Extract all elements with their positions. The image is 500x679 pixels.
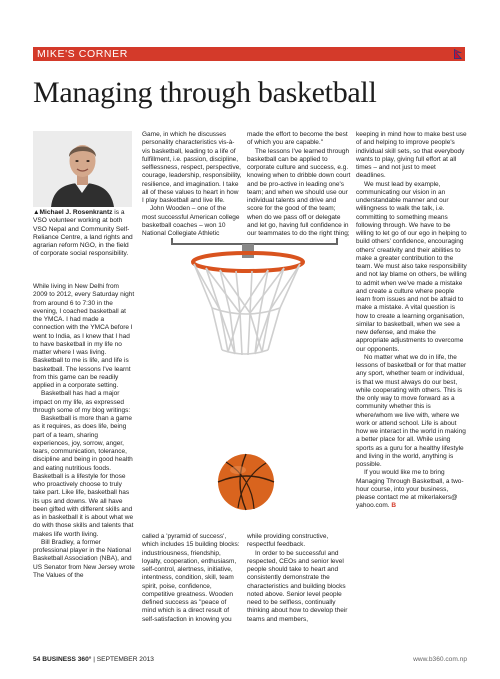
contact-text: If you would like me to bring Managing Through Basketball, a two-hour course, into your business, please contact me at mikerlakers@ yahoo.com. bbox=[356, 469, 464, 510]
text-column-2-lower bbox=[142, 533, 242, 624]
author-caption bbox=[33, 209, 134, 259]
paragraph: The lessons I've learned through basketball can be applied to corporate culture and success, e.g. knowing when to dribble down court and be pro-active in leading one's team; and when we should use our individual talents and drive and score for the good of the team; when do we pass off or delegate and let go, having full confidence in our teammates to do the right thing; bbox=[247, 147, 351, 237]
author-photo bbox=[33, 131, 132, 207]
paragraph: Game, in which he discusses personality characteristics vis-à-vis basketball, leading to a life of fulfillment, i.e. passion, discipline, selflessness, respect, perspective, courage, leadership, responsibility, resilience, and imagination. I take all of these values to heart in how I play basketball and live life. bbox=[142, 131, 242, 204]
issue-date: SEPTEMBER 2013 bbox=[96, 656, 154, 663]
paragraph: while providing constructive, respectful feedback. bbox=[247, 533, 329, 549]
paragraph: We must lead by example, communicating our vision in an understandable manner and our willingness to walk the talk, i.e. committing to something means following through. We have to be willing to let go of our ego in helping to build others' confidence, encouraging others' creativity and their abilities to make a greater contribution to the team. We must also take responsibility and not lay blame on others, be willing to admit when we've made a mistake and create a culture where people learn from issues and not be afraid to make a mistake. A vital question is how to create a learning organisation, similar to basketball, when we see a new defense, and make the appropriate adjustments to overcome our opponents. bbox=[356, 180, 467, 353]
paragraph: made the effort to become the best of which you are capable." bbox=[247, 131, 348, 147]
author-name: Michael J. Rosenkrantz bbox=[39, 209, 113, 216]
paragraph: called a 'pyramid of success', which includes 15 building blocks: industriousness, friendship, loyalty, cooperation, enthusiasm, self-control, alertness, initiative, intentness, condition, skill, team spirit, poise, confidence, competitive greatness. Wooden defined success as "peace of mind which is a direct result of self-satisfaction in knowing you bbox=[142, 533, 240, 623]
section-banner bbox=[33, 47, 465, 61]
page-number: 54 bbox=[33, 656, 41, 663]
basketball-hoop-illustration bbox=[142, 238, 352, 530]
paragraph: In order to be successful and respected, CEOs and senior level people should take to heart and consistently demonstrate the characteristics and building blocks noted above. Senior level people need to be selfless, continually thinking about how to develop their teams and members, bbox=[247, 549, 348, 623]
footer-separator: | bbox=[93, 656, 95, 663]
paragraph: keeping in mind how to make best use of and helping to improve people's individual skill sets, so that everybody wants to play, giving full effort at all times – and not just to meet deadlines. bbox=[356, 131, 467, 180]
caption-arrow-icon: ▲ bbox=[33, 209, 40, 216]
paragraph: John Wooden – one of the most successful American college basketball coaches – won 10 National Collegiate Athletic bbox=[142, 205, 240, 237]
text-column-3-lower bbox=[247, 533, 351, 624]
site-url[interactable]: www.b360.com.np bbox=[413, 656, 467, 663]
text-column-4 bbox=[356, 131, 467, 511]
page-footer bbox=[33, 656, 467, 663]
nepal-flag-icon bbox=[454, 49, 462, 59]
paragraph: Basketball has had a major impact on my life, as expressed through some of my blog writings: bbox=[33, 390, 131, 414]
end-mark: B bbox=[391, 502, 397, 510]
paragraph: No matter what we do in life, the lessons of basketball or for that matter any sport, whether team or individual, is that we must always do our best, while cooperating with others. This is the only way to move forward as a community whether this is where/whom we live with, where we work or attend school. Life is about how we interact in the world in making a better place for all. While using sports as a guru for a healthy lifestyle and living in the world, anything is possible. bbox=[356, 353, 467, 468]
paragraph: Basketball is more than a game as it requires, as does life, being part of a team, sharing experiences, joy, sorrow, anger, tears, communication, tolerance, discipline and being in good health and eating nutritious foods. Basketball is a lifestyle for those who proactively choose to truly take part. Like life, basketball has its ups and downs. We all have been gifted with different skills and as in basketball it is about what we do with those skills and talents that makes life worth living. bbox=[33, 415, 134, 538]
magazine-name: BUSINESS 360° bbox=[42, 656, 92, 663]
paragraph: Bill Bradley, a former professional player in the National Basketball Association (NBA), and US Senator from New Jersey wrote The Values of the bbox=[33, 538, 135, 579]
section-label: MIKE'S CORNER bbox=[37, 48, 128, 60]
article-headline: Managing through basketball bbox=[33, 76, 377, 109]
paragraph bbox=[356, 469, 467, 510]
text-column-1 bbox=[33, 283, 135, 580]
caption-text: is a VSO volunteer working at both VSO Nepal and Community Self-Reliance Centre, a land rights and agrarian reform NGO, in the field of corporate social responsibility. bbox=[33, 209, 133, 258]
paragraph: While living in New Delhi from 2009 to 2012, every Saturday night from around 6 to 7:30 in the evening, I coached basketball at the YMCA. I had made a connection with the YMCA before I went to India, as I knew that I had to have basketball in my life no matter where I was living. Basketball to me is life, and life is basketball. The lessons I've learnt from this game can be readily applied in a corporate setting. bbox=[33, 283, 135, 389]
